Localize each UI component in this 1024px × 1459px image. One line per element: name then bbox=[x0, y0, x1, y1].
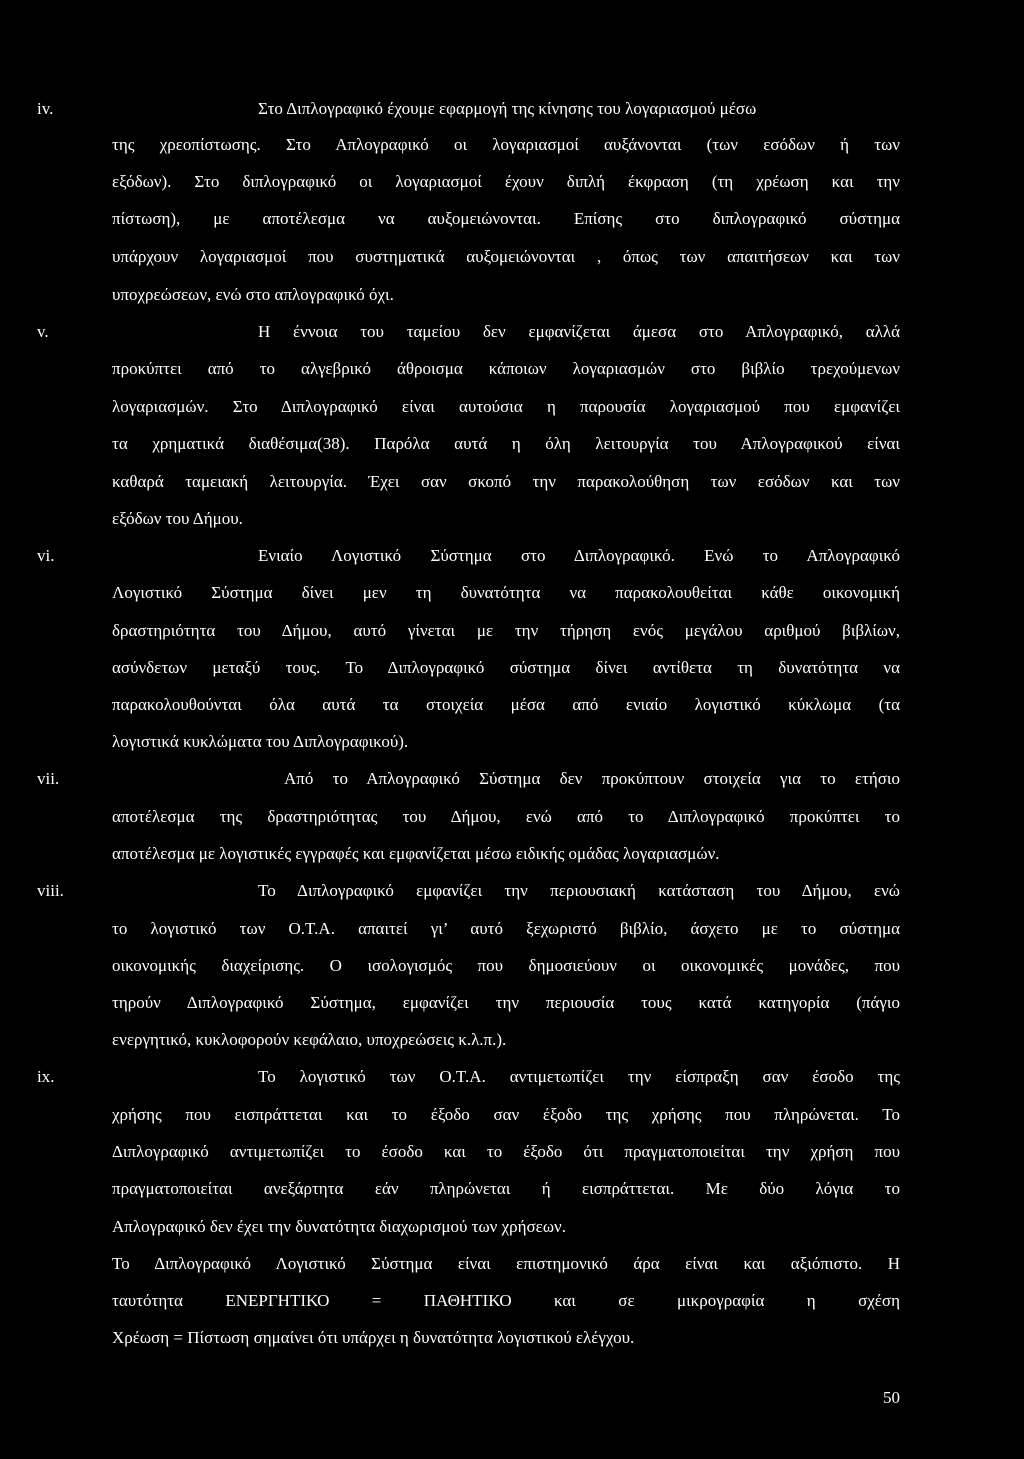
item-viii-line-2: το λογιστικό των Ο.Τ.Α. απαιτεί γι’ αυτό ξεχωριστό βιβλίο, άσχετο με το σύστημα bbox=[112, 919, 900, 938]
item-viii-line-4: τηρούν Διπλογραφικό Σύστημα, εμφανίζει την περιουσία τους κατά κατηγορία (πάγιο bbox=[112, 993, 900, 1012]
closing-line-1: Το Διπλογραφικό Λογιστικό Σύστημα είναι επιστημονικό άρα είναι και αξιόπιστο. Η bbox=[112, 1254, 900, 1273]
closing-line-2: ταυτότητα ΕΝΕΡΓΗΤΙΚΟ = ΠΑΘΗΤΙΚΟ και σε μικρογραφία η σχέση bbox=[112, 1291, 900, 1310]
item-v-line-3: λογαριασμών. Στο Διπλογραφικό είναι αυτούσια η παρουσία λογαριασμού που εμφανίζει bbox=[112, 397, 900, 416]
item-vi-line-1: Ενιαίο Λογιστικό Σύστημα στο Διπλογραφικό. Ενώ το Απλογραφικό bbox=[258, 546, 900, 565]
item-iv-line-3: εξόδων). Στο διπλογραφικό οι λογαριασμοί έχουν διπλή έκφραση (τη χρέωση και την bbox=[112, 172, 900, 191]
item-ix-line-2: χρήσης που εισπράττεται και το έξοδο σαν έξοδο της χρήσης που πληρώνεται. Το bbox=[112, 1105, 900, 1124]
item-ix-line-3: Διπλογραφικό αντιμετωπίζει το έσοδο και το έξοδο ότι πραγματοποιείται την χρήση που bbox=[112, 1142, 900, 1161]
item-vi-line-5: παρακολουθούνται όλα αυτά τα στοιχεία μέσα από ενιαίο λογιστικό κύκλωμα (τα bbox=[112, 695, 900, 714]
item-vi-line-3: δραστηριότητα του Δήμου, αυτό γίνεται με την τήρηση ενός μεγάλου αριθμού βιβλίων, bbox=[112, 621, 900, 640]
item-number-vii: vii. bbox=[37, 769, 60, 788]
item-v-line-1: Η έννοια του ταμείου δεν εμφανίζεται άμεσα στο Απλογραφικό, αλλά bbox=[258, 322, 900, 341]
item-number-viii: viii. bbox=[37, 881, 64, 900]
item-iv-line-6: υποχρεώσεων, ενώ στο απλογραφικό όχι. bbox=[112, 285, 394, 304]
item-vi-line-6: λογιστικά κυκλώματα του Διπλογραφικού). bbox=[112, 732, 409, 751]
item-viii-line-3: οικονομικής διαχείρισης. Ο ισολογισμός που δημοσιεύουν οι οικονομικές μονάδες, που bbox=[112, 956, 900, 975]
closing-line-3: Χρέωση = Πίστωση σημαίνει ότι υπάρχει η δυνατότητα λογιστικού ελέγχου. bbox=[112, 1328, 635, 1347]
item-number-vi: vi. bbox=[37, 546, 55, 565]
item-ix-line-1: Το λογιστικό των Ο.Τ.Α. αντιμετωπίζει την είσπραξη σαν έσοδο της bbox=[258, 1067, 900, 1086]
item-v-line-5: καθαρά ταμειακή λειτουργία. Έχει σαν σκοπό την παρακολούθηση των εσόδων και των bbox=[112, 472, 900, 491]
item-vii-line-2: αποτέλεσμα της δραστηριότητας του Δήμου, ενώ από το Διπλογραφικό προκύπτει το bbox=[112, 807, 900, 826]
item-viii-line-5: ενεργητικό, κυκλοφορούν κεφάλαιο, υποχρεώσεις κ.λ.π.). bbox=[112, 1030, 507, 1049]
item-v-line-2: προκύπτει από το αλγεβρικό άθροισμα κάποιων λογαριασμών στο βιβλίο τρεχούμενων bbox=[112, 359, 900, 378]
item-iv-line-2: της χρεοπίστωσης. Στο Απλογραφικό οι λογαριασμοί αυξάνονται (των εσόδων ή των bbox=[112, 135, 900, 154]
item-v-line-6: εξόδων του Δήμου. bbox=[112, 509, 243, 528]
item-iv-line-1: Στο Διπλογραφικό έχουμε εφαρμογή της κίνησης του λογαριασμού μέσω bbox=[258, 99, 757, 118]
item-v-line-4: τα χρηματικά διαθέσιμα(38). Παρόλα αυτά η όλη λειτουργία του Απλογραφικού είναι bbox=[112, 434, 900, 453]
item-vii-line-1: Από το Απλογραφικό Σύστημα δεν προκύπτουν στοιχεία για το ετήσιο bbox=[284, 769, 900, 788]
item-number-iv: iv. bbox=[37, 99, 54, 118]
item-iv-line-5: υπάρχουν λογαριασμοί που συστηματικά αυξομειώνονται , όπως των απαιτήσεων και των bbox=[112, 247, 900, 266]
item-ix-line-4: πραγματοποιείται ανεξάρτητα εάν πληρώνεται ή εισπράττεται. Με δύο λόγια το bbox=[112, 1179, 900, 1198]
item-vi-line-4: ασύνδετων μεταξύ τους. Το Διπλογραφικό σύστημα δίνει αντίθετα τη δυνατότητα να bbox=[112, 658, 900, 677]
item-vii-line-3: αποτέλεσμα με λογιστικές εγγραφές και εμφανίζεται μέσω ειδικής ομάδας λογαριασμών. bbox=[112, 844, 720, 863]
item-ix-line-5: Απλογραφικό δεν έχει την δυνατότητα διαχωρισμού των χρήσεων. bbox=[112, 1217, 566, 1236]
item-number-v: v. bbox=[37, 322, 49, 341]
item-number-ix: ix. bbox=[37, 1067, 55, 1086]
item-viii-line-1: Το Διπλογραφικό εμφανίζει την περιουσιακή κατάσταση του Δήμου, ενώ bbox=[258, 881, 900, 900]
item-iv-line-4: πίστωση), με αποτέλεσμα να αυξομειώνονται. Επίσης στο διπλογραφικό σύστημα bbox=[112, 209, 900, 228]
item-vi-line-2: Λογιστικό Σύστημα δίνει μεν τη δυνατότητα να παρακολουθείται κάθε οικονομική bbox=[112, 583, 900, 602]
page-number: 50 bbox=[883, 1388, 900, 1407]
